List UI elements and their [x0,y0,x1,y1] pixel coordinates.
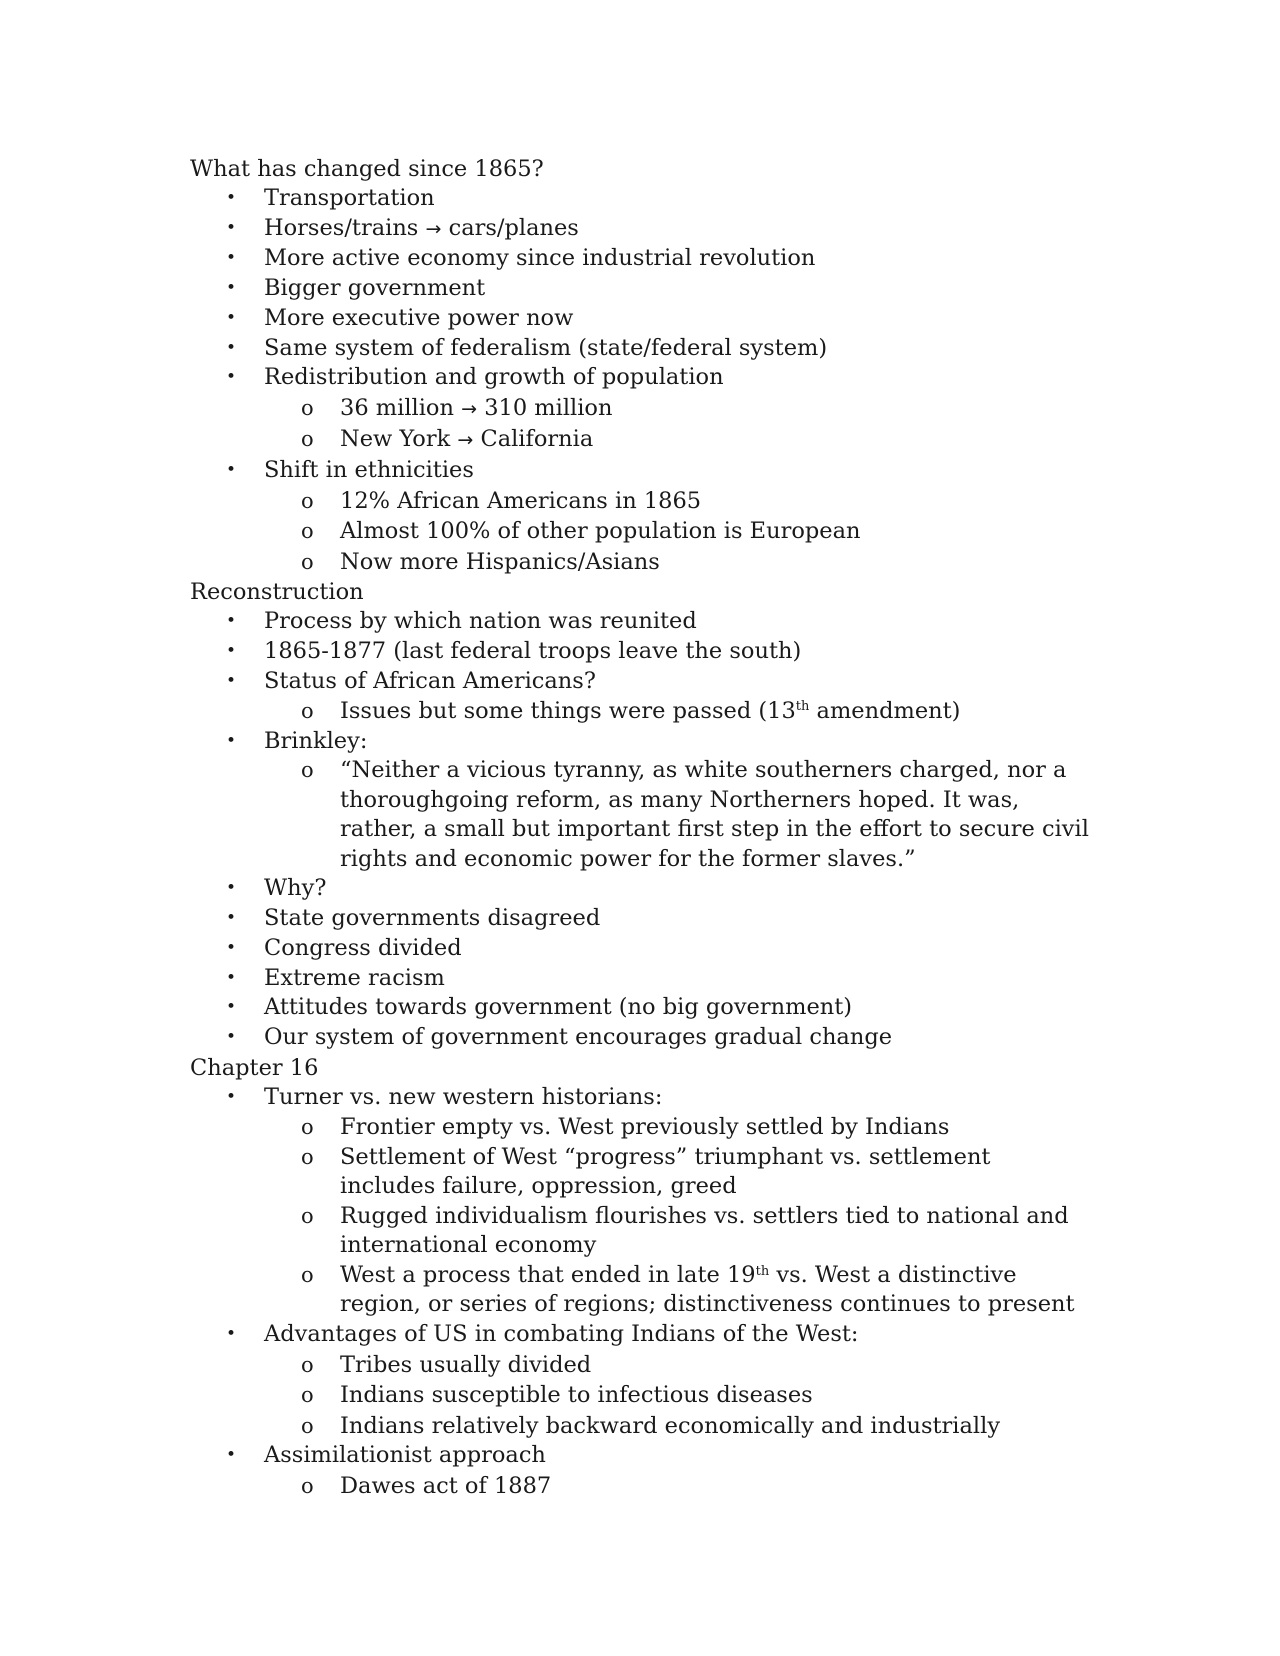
sub-list-item: o 36 million → 310 million [190,393,1090,425]
notes-body [190,154,1090,1501]
list-item: • Shift in ethnicities [190,456,1090,486]
sub-list-item: o Now more Hispanics/Asians [190,547,1090,578]
list-item: • Assimilationist approach [190,1441,1090,1471]
list-item: • Bigger government [190,274,1090,304]
list-item: • Extreme racism [190,964,1090,994]
bullet-marker: • [226,1323,237,1344]
bullet-marker: • [226,640,237,661]
sub-list-item: o Frontier empty vs. West previously settled by Indians [190,1112,1090,1143]
section-heading-changes: What has changed since 1865? [190,156,544,182]
list-item: • State governments disagreed [190,904,1090,934]
bullet-marker: • [226,459,237,480]
list-item: • Transportation [190,184,1090,214]
list-item: • Turner vs. new western historians: [190,1083,1090,1113]
bullet-marker: • [226,908,237,929]
list-item: • More executive power now [190,304,1090,334]
bullet-marker: • [226,337,237,358]
arrow-right-icon: → [457,429,474,452]
bullet-marker: • [226,307,237,328]
sub-list-item: o Dawes act of 1887 [190,1471,1090,1502]
bullet-marker: • [226,967,237,988]
sub-bullet-marker: o [301,395,314,420]
bullet-marker: • [226,997,237,1018]
list-item: • 1865-1877 (last federal troops leave the south) [190,637,1090,667]
sub-list-item: o West a process that ended in late 19th vs. West a distinctive region, or series of regions; distinctiveness continues to present [301,1261,1075,1318]
sub-list-item: o Issues but some things were passed (13th amendment) [190,696,1090,727]
list-item: • More active economy since industrial revolution [190,244,1090,274]
bullet-marker: • [226,611,237,632]
sub-list-item: o Rugged individualism flourishes vs. settlers tied to national and international economy [301,1202,1069,1259]
sub-bullet-marker: o [301,1473,314,1498]
bullet-marker: • [226,367,237,388]
sub-list-item: o Settlement of West “progress” triumphant vs. settlement includes failure, oppression, greed [301,1143,991,1200]
bullet-marker: • [226,1026,237,1047]
sub-list-item-quote: o “Neither a vicious tyranny, as white southerners charged, nor a thoroughgoing reform, as many Northerners hoped. It was, rather, a small but important first step in the effort to secure civil rights and economic power for the former slaves.” [301,757,1089,872]
bullet-marker: • [226,1445,237,1466]
bullet-marker: • [226,188,237,208]
list-item: • Our system of government encourages gradual change [190,1023,1090,1053]
list-item: • Brinkley: [190,727,1090,757]
list-item: • Why? [190,874,1090,904]
sub-list-item: o Indians relatively backward economically and industrially [190,1411,1090,1442]
sub-list-item: o Tribes usually divided [190,1350,1090,1381]
sub-bullet-marker: o [301,1352,314,1377]
sub-bullet-marker: o [301,1203,314,1228]
sub-list-item: o New York → California [190,424,1090,456]
section-heading-reconstruction: Reconstruction [190,579,364,606]
list-item: • Redistribution and growth of population [190,363,1090,393]
sub-bullet-marker: o [301,427,314,452]
list-item: • Process by which nation was reunited [190,607,1090,637]
sub-bullet-marker: o [301,1262,314,1287]
bullet-marker: • [226,670,237,691]
section-heading-chapter16: Chapter 16 [190,1054,319,1081]
bullet-marker: • [226,217,237,238]
sub-bullet-marker: o [301,1383,314,1408]
bullet-marker: • [226,1086,237,1107]
bullet-marker: • [226,278,237,299]
list-item: • Attitudes towards government (no big government) [190,993,1090,1023]
arrow-right-icon: → [461,397,478,420]
list-item: • Advantages of US in combating Indians of the West: [190,1320,1090,1350]
bullet-marker: • [226,937,237,958]
list-item: • Horses/trains → cars/planes [190,214,1090,245]
sub-bullet-marker: o [301,699,314,724]
sub-bullet-marker: o [301,758,314,783]
list-item: • Status of African Americans? [190,667,1090,697]
arrow-right-icon: → [425,217,442,240]
bullet-marker: • [226,730,237,751]
bullet-marker: • [226,878,237,899]
sub-bullet-marker: o [301,549,314,574]
sub-bullet-marker: o [301,519,314,544]
sub-bullet-marker: o [301,1144,314,1169]
sub-list-item: o Indians susceptible to infectious diseases [190,1380,1090,1411]
list-item: • Congress divided [190,934,1090,964]
list-item: • Same system of federalism (state/federal system) [190,334,1090,364]
sub-list-item: o Almost 100% of other population is European [190,516,1090,547]
sub-bullet-marker: o [301,488,314,513]
sub-bullet-marker: o [301,1413,314,1438]
bullet-marker: • [226,248,237,269]
sub-list-item: o 12% African Americans in 1865 [190,486,1090,517]
sub-bullet-marker: o [301,1115,314,1140]
